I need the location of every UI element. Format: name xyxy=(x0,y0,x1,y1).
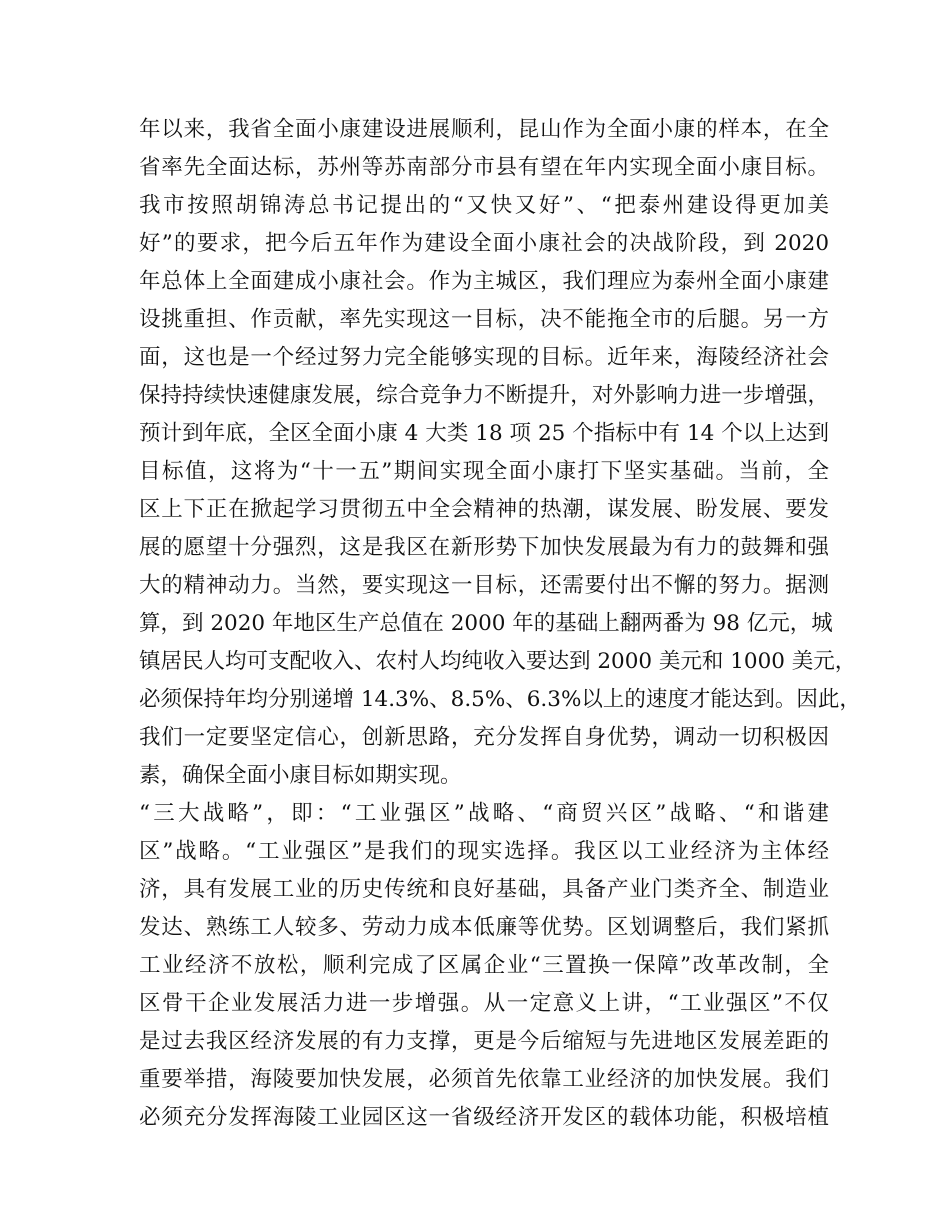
text-line: 我市按照胡锦涛总书记提出的“又快又好”、“把泰州建设得更加美 xyxy=(139,193,829,218)
text-line: 算，到 2020 年地区生产总值在 2000 年的基础上翻两番为 98 亿元，城 xyxy=(139,611,833,636)
text-line: 大的精神动力。当然，要实现这一目标，还需要付出不懈的努力。据测 xyxy=(139,573,829,598)
text-line: 区骨干企业发展活力进一步增强。从一定意义上讲，“工业强区”不仅 xyxy=(139,991,829,1016)
text-line: 素，确保全面小康目标如期实现。 xyxy=(139,763,462,788)
text-line: 展的愿望十分强烈，这是我区在新形势下加快发展最为有力的鼓舞和强 xyxy=(139,535,829,560)
text-line: 是过去我区经济发展的有力支撑，更是今后缩短与先进地区发展差距的 xyxy=(139,1029,829,1054)
text-line: 发达、熟练工人较多、劳动力成本低廉等优势。区划调整后，我们紧抓 xyxy=(139,915,829,940)
text-line: 年总体上全面建成小康社会。作为主城区，我们理应为泰州全面小康建 xyxy=(139,269,829,294)
text-line: 面，这也是一个经过努力完全能够实现的目标。近年来，海陵经济社会 xyxy=(139,345,829,370)
text-line: 年以来，我省全面小康建设进展顺利，昆山作为全面小康的样本，在全 xyxy=(139,117,829,142)
text-line: 目标值，这将为“十一五”期间实现全面小康打下坚实基础。当前，全 xyxy=(139,459,829,484)
body-text xyxy=(139,111,861,1137)
text-line: “三大战略”，即：“工业强区”战略、“商贸兴区”战略、“和谐建 xyxy=(139,801,829,826)
text-line: 区”战略。“工业强区”是我们的现实选择。我区以工业经济为主体经 xyxy=(139,839,829,864)
text-line: 好”的要求，把今后五年作为建设全面小康社会的决战阶段，到 2020 xyxy=(139,231,829,256)
text-line: 设挑重担、作贡献，率先实现这一目标，决不能拖全市的后腿。另一方 xyxy=(139,307,829,332)
text-line: 必须保持年均分别递增 14.3%、8.5%、6.3%以上的速度才能达到。因此， xyxy=(139,687,861,712)
text-line: 镇居民人均可支配收入、农村人均纯收入要达到 2000 美元和 1000 美元， xyxy=(139,649,857,674)
text-line: 我们一定要坚定信心，创新思路，充分发挥自身优势，调动一切积极因 xyxy=(139,725,829,750)
text-line: 预计到年底，全区全面小康 4 大类 18 项 25 个指标中有 14 个以上达到 xyxy=(139,421,829,446)
text-line: 工业经济不放松，顺利完成了区属企业“三置换一保障”改革改制，全 xyxy=(139,953,829,978)
text-line: 区上下正在掀起学习贯彻五中全会精神的热潮，谋发展、盼发展、要发 xyxy=(139,497,829,522)
text-line: 重要举措，海陵要加快发展，必须首先依靠工业经济的加快发展。我们 xyxy=(139,1067,829,1092)
text-line: 省率先全面达标，苏州等苏南部分市县有望在年内实现全面小康目标。 xyxy=(139,155,829,180)
text-line: 必须充分发挥海陵工业园区这一省级经济开发区的载体功能，积极培植 xyxy=(139,1105,829,1130)
text-line: 济，具有发展工业的历史传统和良好基础，具备产业门类齐全、制造业 xyxy=(139,877,829,902)
text-line: 保持持续快速健康发展，综合竞争力不断提升，对外影响力进一步增强， xyxy=(139,383,829,408)
